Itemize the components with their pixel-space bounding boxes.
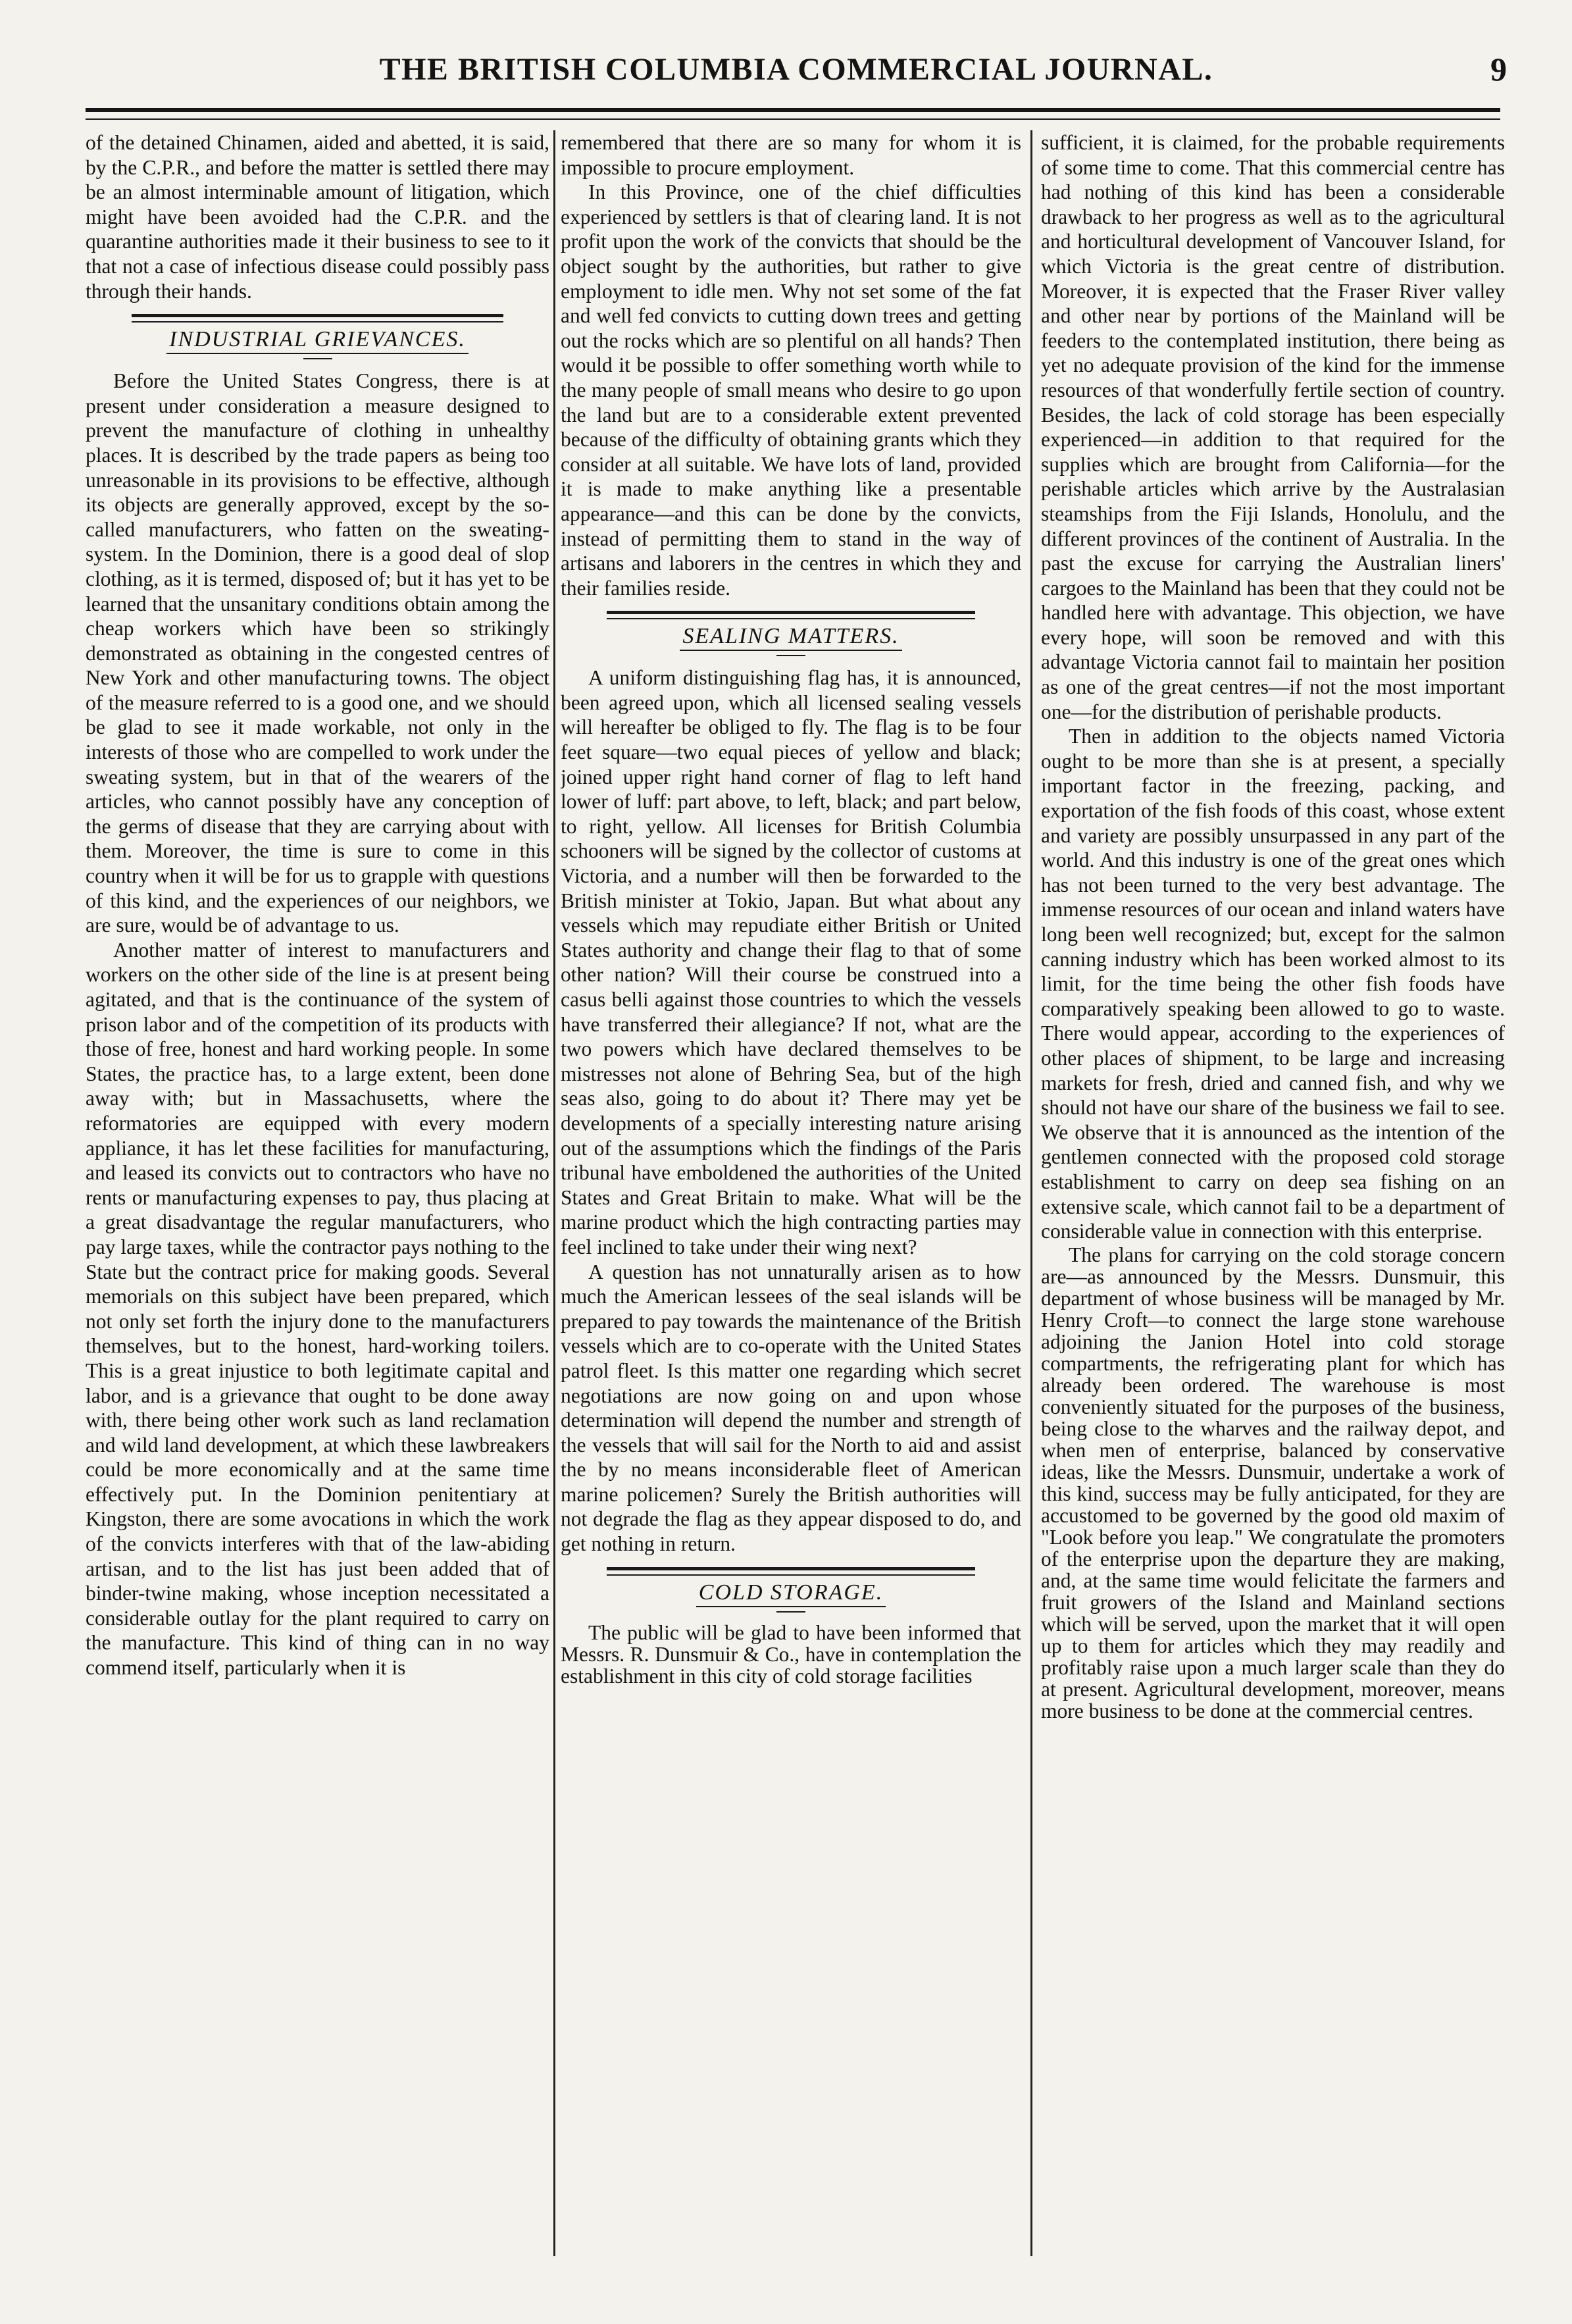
paragraph: The plans for carrying on the cold storage concern are—as announced by the Messrs. Dunsmuir, this department of whose business will be managed by Mr. Henry Croft—to connect the large stone warehouse adjoining the Janion Hotel into cold storage compartments, the refrigerating plant for which has already been ordered. The warehouse is most conveniently situated for the purposes of the business, being close to the wharves and the railway depot, and when men of enterprise, balanced by conservative ideas, like the Messrs. Dunsmuir, undertake a work of this kind, success may be fully anticipated, for they are accustomed to be governed by the good old maxim of "Look before you leap." We congratulate the promoters of the enterprise upon the departure they are making, and, at the same time would felicitate the farmers and fruit growers of the Island and Mainland sections which will be served, upon the market that it will open up to them for articles which they may readily and profitably raise upon a much larger scale than they do at present. Agricultural development, moreover, means more business to be done at the commercial centres.: [1041, 1243, 1505, 1722]
column-1: [86, 130, 549, 2263]
journal-title: THE BRITISH COLUMBIA COMMERCIAL JOURNAL.: [379, 52, 1213, 87]
paragraph: Then in addition to the objects named Victoria ought to be more than she is at present, a specially important factor in the freezing, packing, and exportation of the fish foods of this coast, whose extent and variety are possibly unsurpassed in any part of the world. And this industry is one of the great ones which has not been turned to the very best advantage. The immense resources of our ocean and inland waters have long been well recognized; but, except for the salmon canning industry which has been worked almost to its limit, for the time being the other fish foods have comparatively speaking been allowed to go to waste. There would appear, according to the experiences of other places of shipment, to be large and increasing markets for fresh, dried and canned fish, and why we should not have our share of the business we fail to see. We observe that it is announced as the intention of the gentlemen connected with the proposed cold storage establishment to carry on deep sea fishing on an extensive scale, which cannot fail to be a department of considerable value in connection with this enterprise.: [1041, 725, 1505, 1243]
section-dash: [776, 1611, 805, 1613]
paragraph: of the detained Chinamen, aided and abetted, it is said, by the C.P.R., and before the matter is settled there may be an almost interminable amount of litigation, which might have been avoided had the C.P.R. and the quarantine authorities made it their business to see to it that not a case of infectious disease could possibly pass through their hands.: [86, 131, 549, 303]
section-rule: [132, 314, 503, 317]
paragraph: In this Province, one of the chief difficulties experienced by settlers is that of clearing land. It is not profit upon the work of the convicts that should be the object sought by the authorities, but rather to give employment to idle men. Why not set some of the fat and well fed convicts to cutting down trees and getting out the rocks which are so plentiful on all hands? Then would it be possible to offer something worth while to the many people of small means who desire to go upon the land but are to a considerable extent prevented because of the difficulty of obtaining grants which they consider at all suitable. We have lots of land, provided it is made to make anything like a presentable appearance—and this can be done by the convicts, instead of permitting them to stand in the way of artisans and laborers in the centres in which they and their families reside.: [561, 180, 1021, 600]
paragraph: A uniform distinguishing flag has, it is announced, been agreed upon, which all licensed sealing vessels will hereafter be obliged to fly. The flag is to be four feet square—two equal pieces of yellow and black; joined upper right hand corner of flag to left hand lower of luff: part above, to left, black; and part below, to right, yellow. All licenses for British Columbia schooners will be signed by the collector of customs at Victoria, and a number will then be forwarded to the British minister at Tokio, Japan. But what about any vessels which may repudiate either British or United States authority and change their flag to that of some other nation? Will their course be construed into a casus belli against those countries to which the vessels have transferred their allegiance? If not, what are the two powers which have declared themselves to be mistresses not alone of Behring Sea, but of the high seas also, going to do about it? There may yet be developments of a specially interesting nature arising out of the assumptions which the findings of the Paris tribunal have emboldened the authorities of the United States and Great Britain to make. What will be the marine product which the high contracting parties may feel inclined to take under their wing next?: [561, 666, 1021, 1258]
section-dash: [776, 655, 805, 656]
section-heading-cold-storage: COLD STORAGE.: [696, 1580, 886, 1607]
paragraph: sufficient, it is claimed, for the probable requirements of some time to come. That this commercial centre has had nothing of this kind has been a considerable drawback to her progress as well as to the agricultural and horticultural development of Vancouver Island, for which Victoria is the great centre of distribution. Moreover, it is expected that the Fraser River valley and other near by portions of the Mainland will be feeders to the contemplated institution, there being as yet no adequate provision of the kind for the immense resources of that wonderfully fertile section of country. Besides, the lack of cold storage has been especially experienced—in addition to that required for the supplies which are brought from California—for the perishable articles which arrive by the Australasian steamships from the Fiji Islands, Honolulu, and the different provinces of the continent of Australia. In the past the excuse for carrying the Australian liners' cargoes to the Mainland has been that they could not be handled here with advantage. This objection, we have every hope, will soon be removed and with this advantage Victoria cannot fail to maintain her position as one of the great centres—if not the most important one—for the distribution of perishable products.: [1041, 131, 1505, 723]
section-rule: [607, 618, 975, 619]
section-rule: [132, 321, 503, 323]
paragraph: remembered that there are so many for whom it is impossible to procure employment.: [561, 131, 1021, 179]
paragraph: Another matter of interest to manufacturers and workers on the other side of the line is at present being agitated, and that is the continuance of the system of prison labor and of the competition of its products with those of free, honest and hard working people. In some States, the practice has, to a large extent, been done away with; but in Massachusetts, where the reformatories are equipped with every modern appliance, it has let these facilities for manufacturing, and leased its convicts out to contractors who have no rents or manufacturing expenses to pay, thus placing at a great disadvantage the regular manufacturers, who pay large taxes, while the contractor pays nothing to the State but the contract price for making goods. Several memorials on this subject have been prepared, which not only set forth the injury done to the manufacturers themselves, but to the honest, hard-working toilers. This is a great injustice to both legitimate capital and labor, and is a grievance that ought to be done away with, there being other work such as land reclamation and wild land development, at which these lawbreakers could be more economically and at the same time effectively put. In the Dominion penitentiary at Kingston, there are some avocations in which the work of the convicts interferes with that of the law-abiding artisan, and to the list has just been added that of binder-twine making, whose inception necessitated a considerable outlay for the plant required to carry on the manufacture. This kind of thing can in no way commend itself, particularly when it is: [86, 938, 549, 1680]
header-rule-thick: [86, 108, 1500, 112]
section-heading-sealing-matters: SEALING MATTERS.: [680, 623, 901, 651]
section-heading-block: [561, 1567, 1021, 1613]
section-rule: [607, 1574, 975, 1576]
column-divider-1: [553, 130, 555, 2256]
section-dash: [303, 358, 332, 359]
masthead: [86, 42, 1507, 95]
column-divider-2: [1030, 130, 1032, 2256]
section-rule: [607, 611, 975, 614]
paragraph: The public will be glad to have been informed that Messrs. R. Dunsmuir & Co., have in contemplation the establishment in this city of cold storage facilities: [561, 1620, 1021, 1688]
section-rule: [607, 1567, 975, 1570]
section-heading-block: [86, 314, 549, 359]
paragraph: Before the United States Congress, there is at present under consideration a measure designed to prevent the manufacture of clothing in unhealthy places. It is described by the trade papers as being too unreasonable in its provisions to be effective, although its objects are generally approved, except by the so-called manufacturers, who fatten on the sweating-system. In the Dominion, there is a good deal of slop clothing, as it is termed, disposed of; but it has yet to be learned that the unsanitary conditions obtain among the cheap workers which have been so strikingly demonstrated as obtaining in the congested centres of New York and other manufacturing towns. The object of the measure referred to is a good one, and we should be glad to see it made workable, not only in the interests of those who are compelled to work under the sweating system, but in that of the wearers of the articles, who cannot possibly have any conception of the germs of disease that they are carrying about with them. Moreover, the time is sure to come in this country when it will be for us to grapple with questions of this kind, and the experiences of our neighbors, we are sure, would be of advantage to us.: [86, 369, 549, 937]
column-2: [561, 130, 1021, 2263]
header-rule-thin: [86, 118, 1500, 120]
section-heading-block: [561, 611, 1021, 656]
section-heading-industrial-grievances: INDUSTRIAL GRIEVANCES.: [166, 326, 469, 354]
paragraph: A question has not unnaturally arisen as to how much the American lessees of the seal islands will be prepared to pay towards the maintenance of the British vessels which are to co-operate with the United States patrol fleet. Is this matter one regarding which secret negotiations are now going on and upon whose determination will depend the number and strength of the vessels that will sail for the North to aid and assist the by no means inconsiderable fleet of American marine policemen? Surely the British authorities will not degrade the flag as they appear disposed to do, and get nothing in return.: [561, 1260, 1021, 1556]
column-3: [1041, 130, 1505, 2263]
page-number: 9: [1490, 51, 1507, 88]
